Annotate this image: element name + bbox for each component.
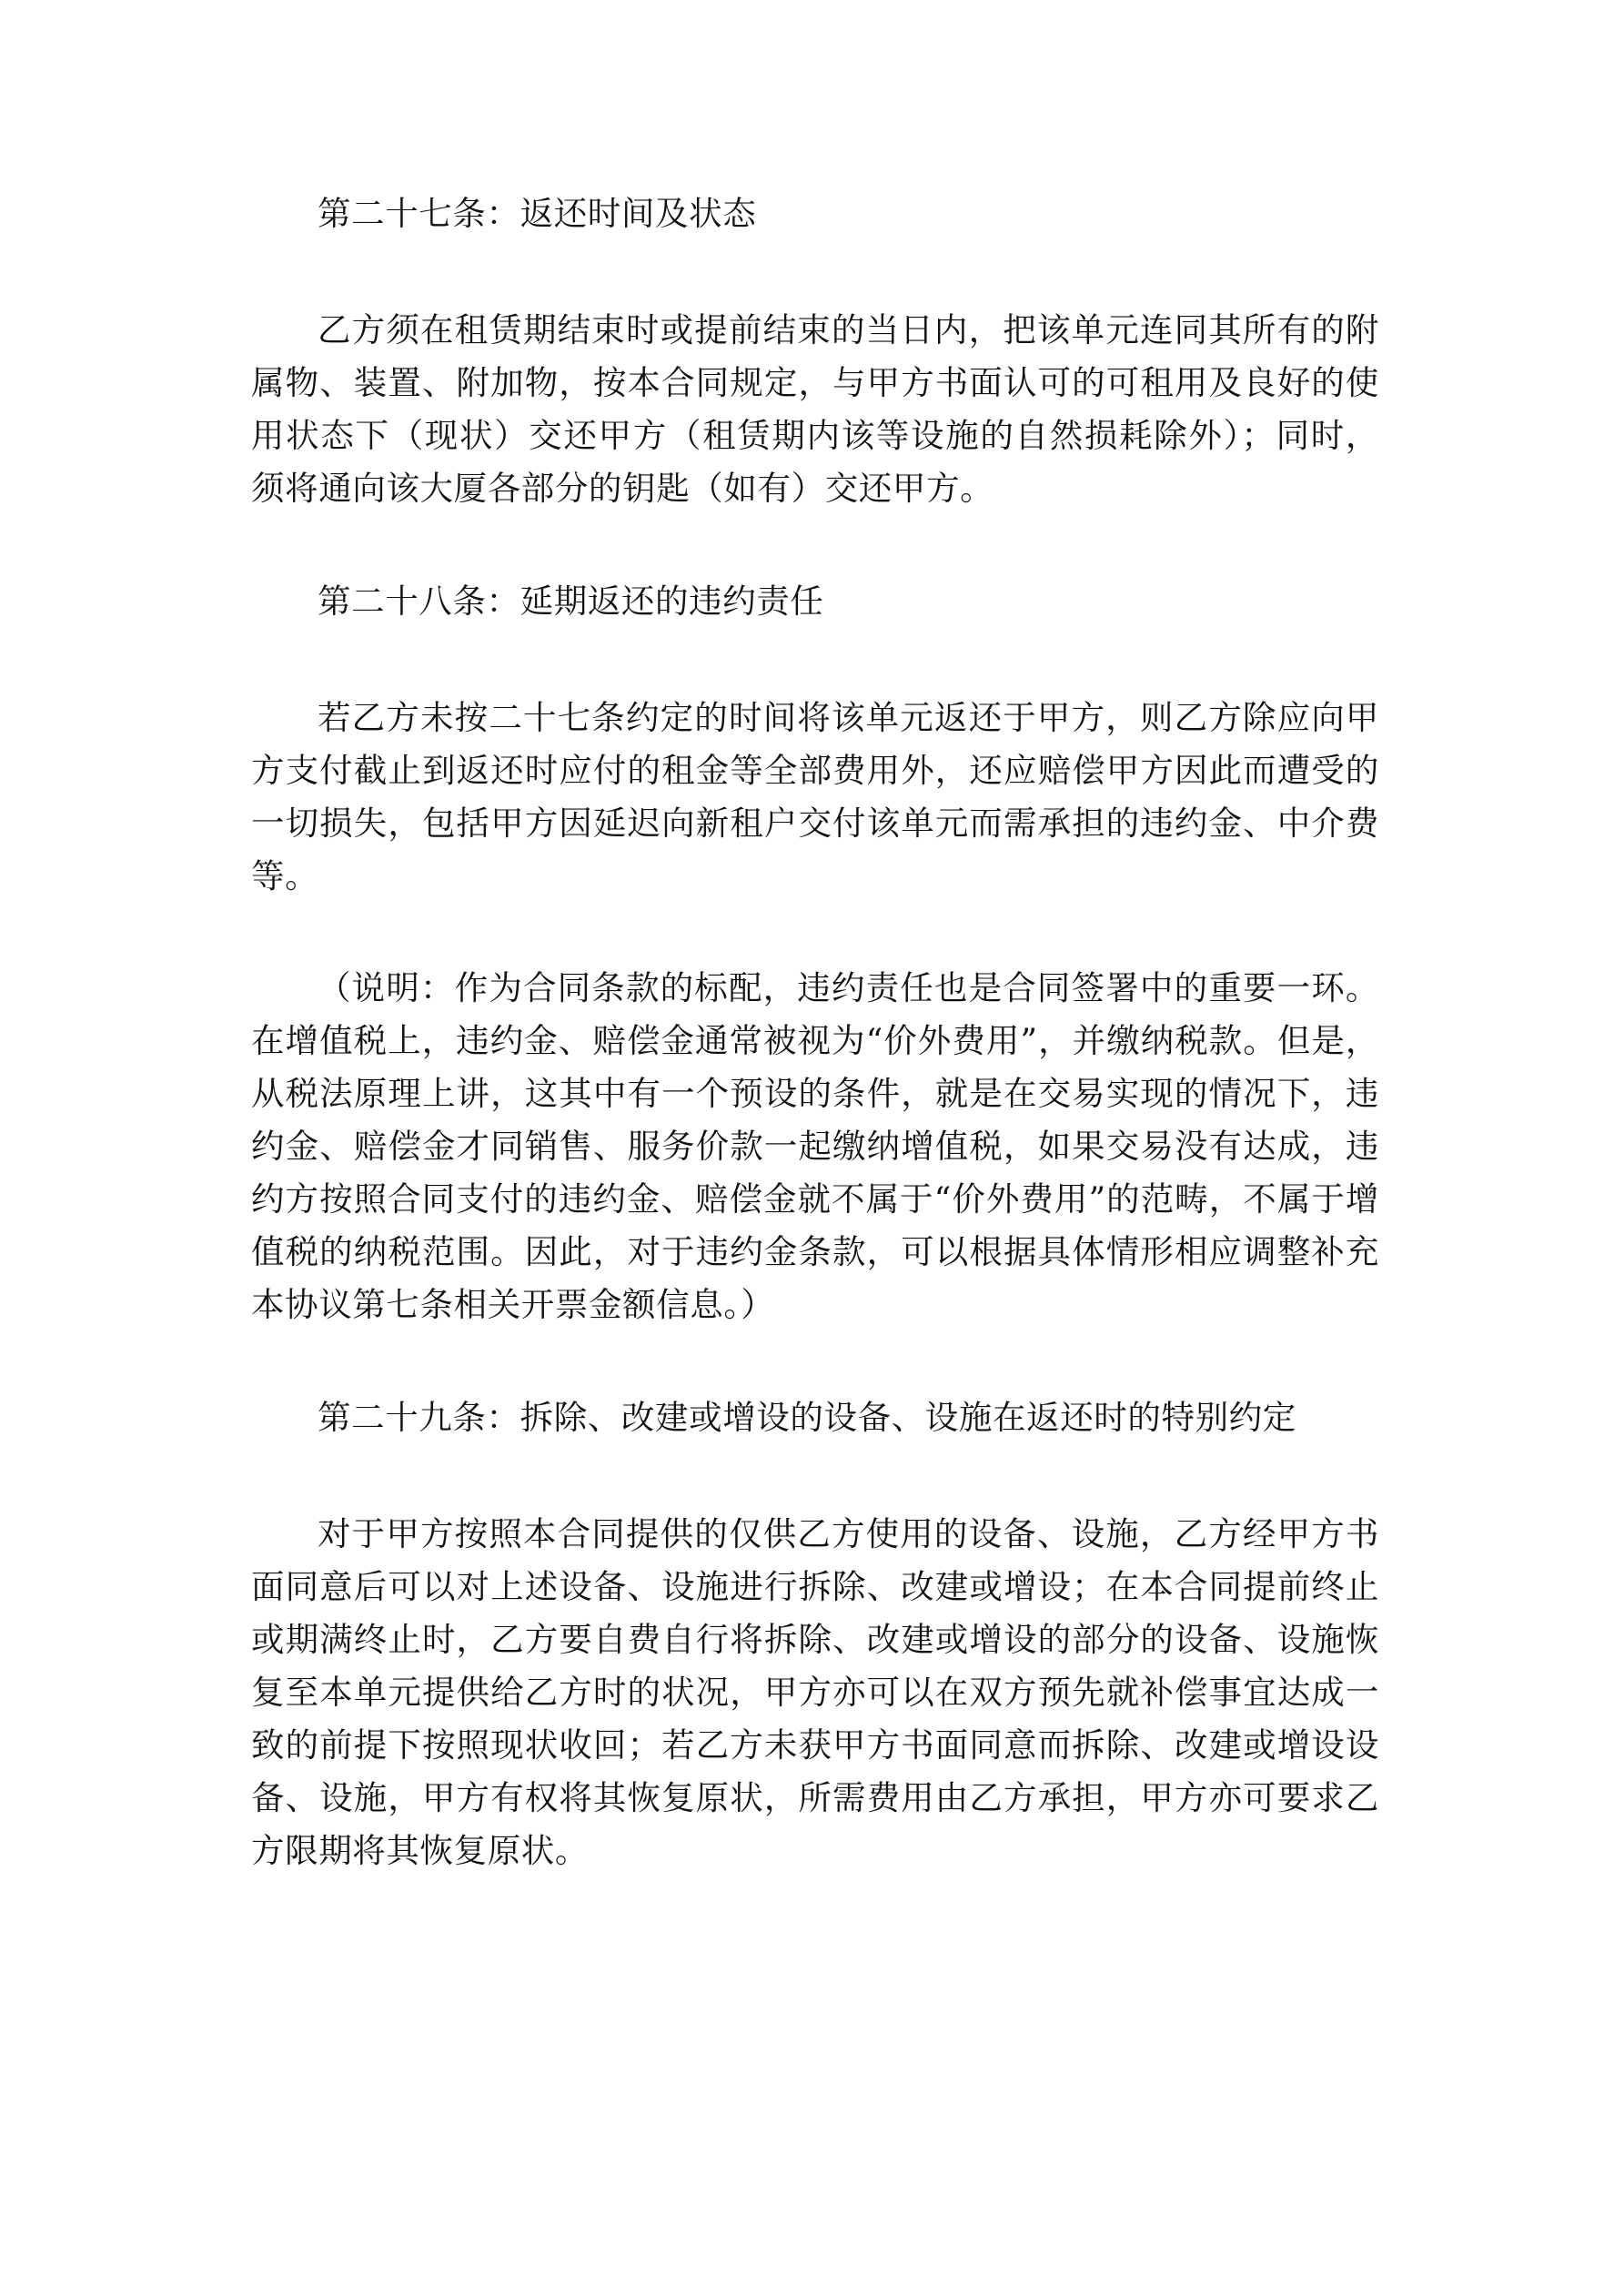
article-29-heading: 第二十九条：拆除、改建或增设的设备、设施在返还时的特别约定 (318, 1398, 1296, 1437)
document-body (251, 187, 1379, 1877)
article-28-body: 若乙方未按二十七条约定的时间将该单元返还于甲方，则乙方除应向甲方支付截止到返还时应付的租金等全部费用外，还应赔偿甲方因此而遭受的一切损失，包括甲方因延迟向新租户交付该单元而需承担的违约金、中介费等。 (251, 698, 1379, 895)
article-27-body: 乙方须在租赁期结束时或提前结束的当日内，把该单元连同其所有的附属物、装置、附加物，按本合同规定，与甲方书面认可的可租用及良好的使用状态下（现状）交还甲方（租赁期内该等设施的自然损耗除外）；同时，须将通向该大厦各部分的钥匙（如有）交还甲方。 (251, 310, 1379, 508)
article-29-body: 对于甲方按照本合同提供的仅供乙方使用的设备、设施，乙方经甲方书面同意后可以对上述设备、设施进行拆除、改建或增设；在本合同提前终止或期满终止时，乙方要自费自行将拆除、改建或增设的部分的设备、设施恢复至本单元提供给乙方时的状况，甲方亦可以在双方预先就补偿事宜达成一致的前提下按照现状收回；若乙方未获甲方书面同意而拆除、改建或增设设备、设施，甲方有权将其恢复原状，所需费用由乙方承担，甲方亦可要求乙方限期将其恢复原状。 (251, 1514, 1379, 1870)
article-28-note: （说明：作为合同条款的标配，违约责任也是合同签署中的重要一环。在增值税上，违约金、赔偿金通常被视为“价外费用”，并缴纳税款。但是，从税法原理上讲，这其中有一个预设的条件，就是在交易实现的情况下，违约金、赔偿金才同销售、服务价款一起缴纳增值税，如果交易没有达成，违约方按照合同支付的违约金、赔偿金就不属于“价外费用”的范畴，不属于增值税的纳税范围。因此，对于违约金条款，可以根据具体情形相应调整补充本协议第七条相关开票金额信息。） (251, 968, 1379, 1324)
article-27-heading: 第二十七条：返还时间及状态 (318, 194, 757, 233)
article-28-heading: 第二十八条：延期返还的违约责任 (318, 582, 824, 621)
